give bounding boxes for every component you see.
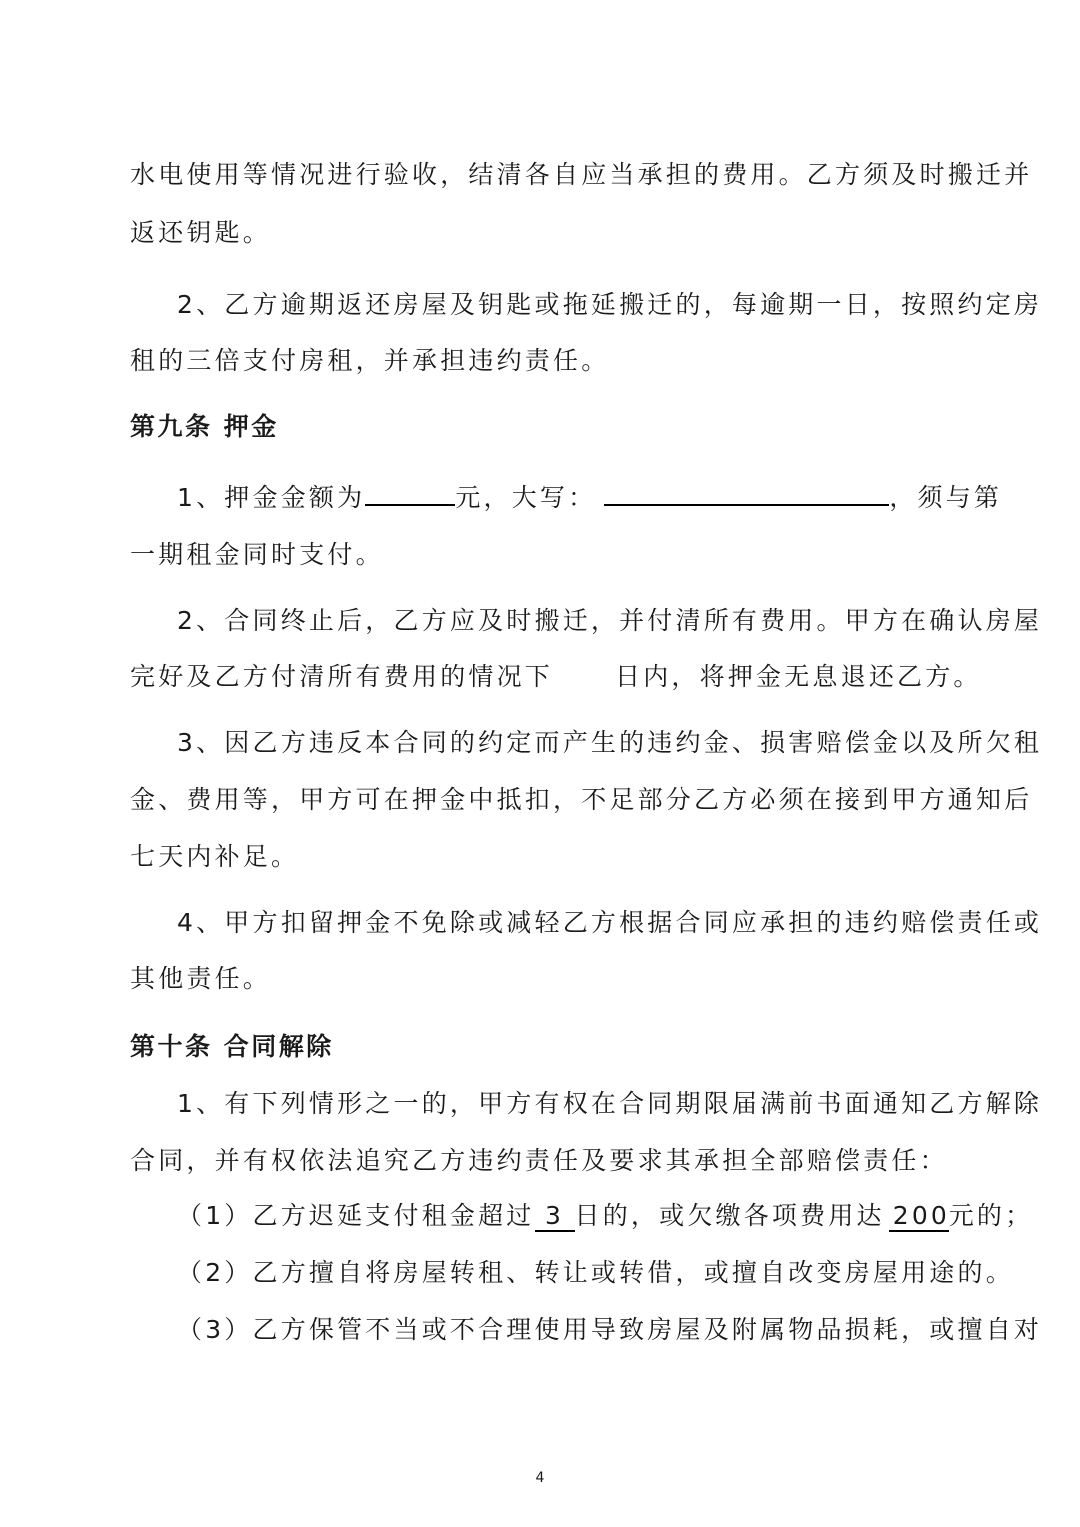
text-line: 一期租金同时支付。	[130, 540, 384, 569]
arrears-amount-value: 200	[889, 1201, 949, 1232]
deposit-amount-blank	[365, 478, 455, 506]
text-line: 租的三倍支付房租，并承担违约责任。	[130, 346, 610, 375]
article-9-heading: 第九条 押金	[130, 412, 279, 441]
page-number: 4	[535, 1470, 545, 1486]
text-fragment: ，须与第	[889, 483, 1003, 512]
text-line: 2、合同终止后，乙方应及时搬迁，并付清所有费用。甲方在确认房屋	[177, 606, 1043, 635]
termination-clause-1	[177, 1196, 1033, 1232]
refund-days-line	[130, 657, 982, 693]
text-line: 水电使用等情况进行验收，结清各自应当承担的费用。乙方须及时搬迁并	[130, 160, 1033, 189]
overdue-days-value: 3	[535, 1201, 575, 1232]
text-fragment: （1）乙方迟延支付租金超过	[177, 1201, 535, 1230]
deposit-amount-line	[177, 478, 1002, 514]
text-line: 4、甲方扣留押金不免除或减轻乙方根据合同应承担的违约赔偿责任或	[177, 908, 1043, 937]
text-line: （3）乙方保管不当或不合理使用导致房屋及附属物品损耗，或擅自对	[177, 1315, 1043, 1344]
text-fragment: 日的，或欠缴各项费用达	[574, 1201, 885, 1230]
text-fragment: 完好及乙方付清所有费用的情况下	[130, 662, 554, 691]
deposit-amount-words-blank	[604, 478, 889, 506]
text-line: （2）乙方擅自将房屋转租、转让或转借，或擅自改变房屋用途的。	[177, 1258, 1014, 1287]
text-line: 金、费用等，甲方可在押金中抵扣，不足部分乙方必须在接到甲方通知后	[130, 785, 1033, 814]
text-fragment: 日内，将押金无息退还乙方。	[615, 662, 982, 691]
text-line: 返还钥匙。	[130, 218, 272, 247]
text-line: 七天内补足。	[130, 842, 300, 871]
text-fragment: 元，大写：	[455, 483, 597, 512]
text-line: 3、因乙方违反本合同的约定而产生的违约金、损害赔偿金以及所欠租	[177, 728, 1043, 757]
text-fragment: 元的；	[948, 1201, 1034, 1230]
text-line: 1、有下列情形之一的，甲方有权在合同期限届满前书面通知乙方解除	[177, 1089, 1043, 1118]
text-line: 合同，并有权依法追究乙方违约责任及要求其承担全部赔偿责任：	[130, 1146, 948, 1175]
article-10-heading: 第十条 合同解除	[130, 1032, 334, 1061]
text-line: 2、乙方逾期返还房屋及钥匙或拖延搬迁的，每逾期一日，按照约定房	[177, 290, 1043, 319]
text-line: 其他责任。	[130, 964, 272, 993]
text-fragment: 1、押金金额为	[177, 483, 366, 512]
